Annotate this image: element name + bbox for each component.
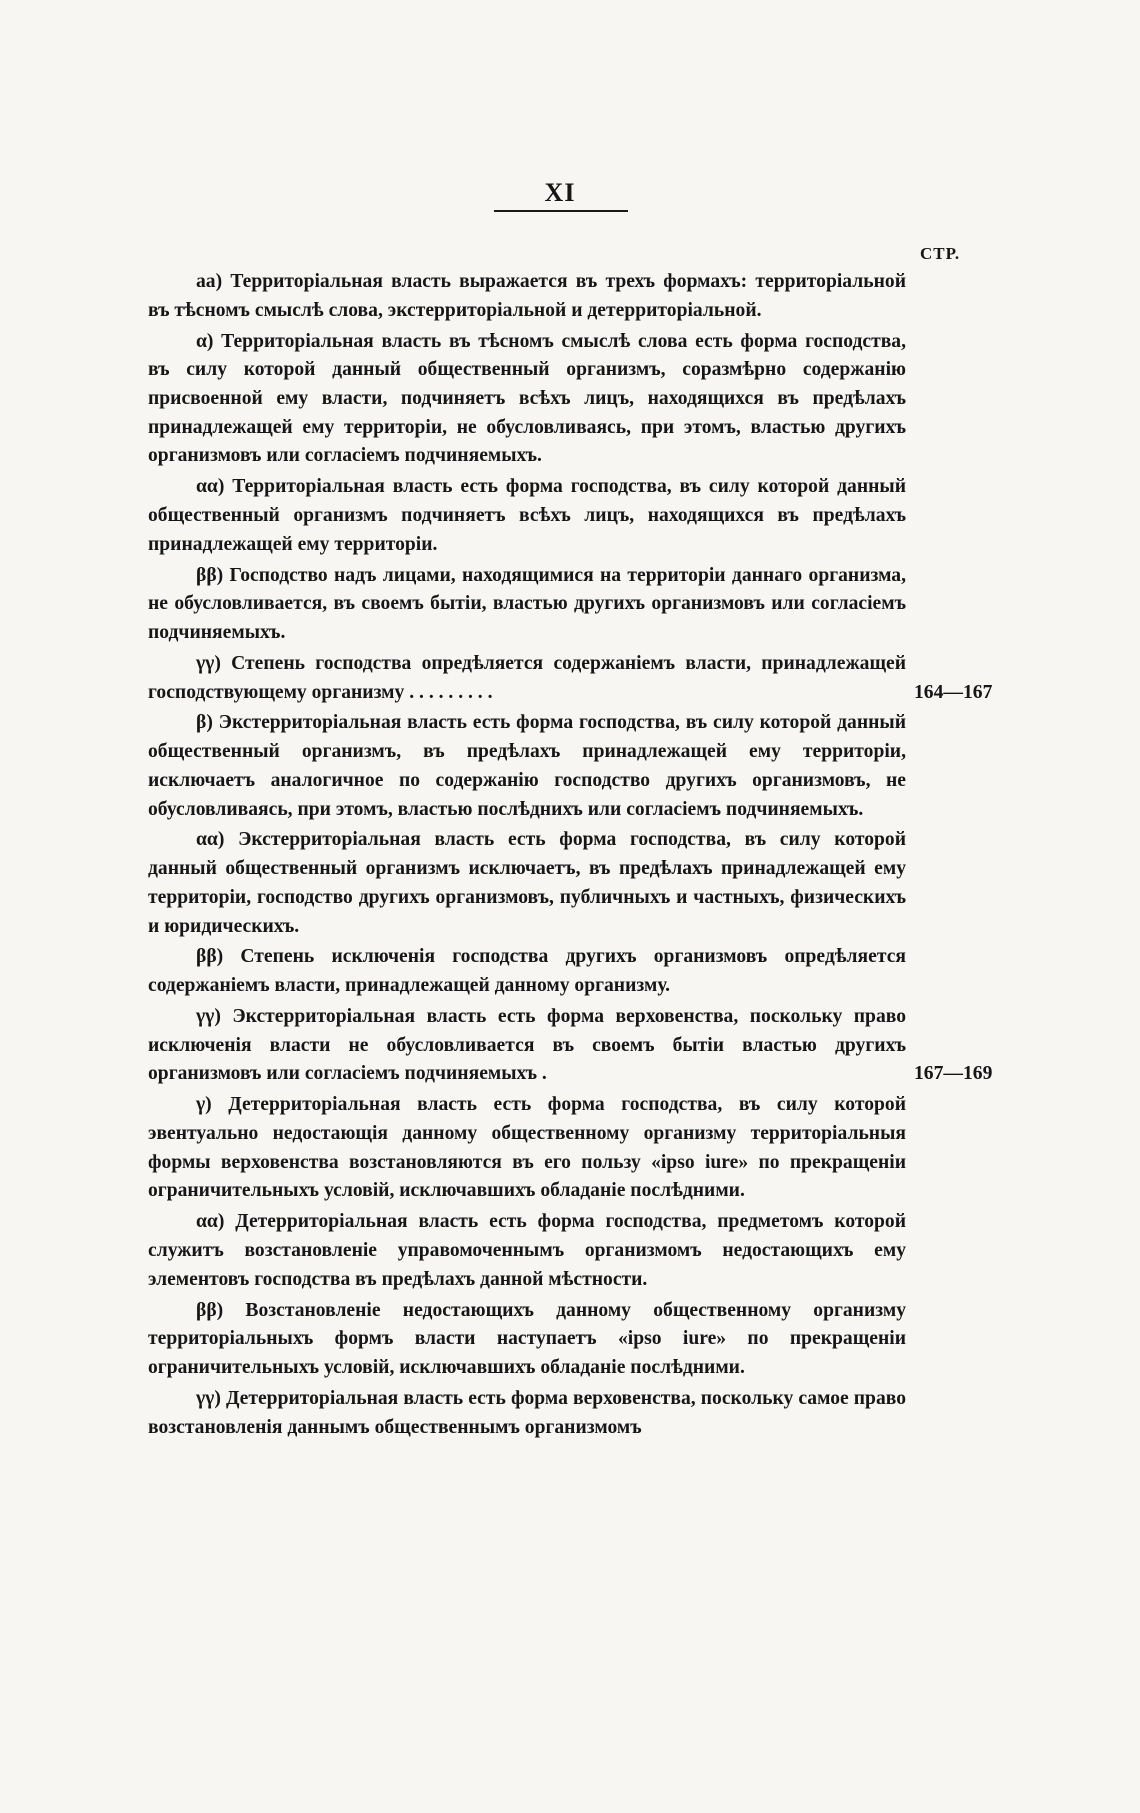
- paragraph-with-page-ref: [148, 650, 993, 707]
- paragraph: ββ) Возстановленіе недостающихъ данному общественному организму территоріальныхъ формъ власти наступаетъ «ipso iure» по прекращеніи ограничительныхъ условій, исключавшихъ обладаніе послѣдними.: [148, 1299, 906, 1379]
- page-reference: 167—169: [914, 1063, 993, 1085]
- paragraph: α) Территоріальная власть въ тѣсномъ смыслѣ слова есть форма господства, въ силу которой данный общественный организмъ, соразмѣрно содержанію присвоенной ему власти, подчиняетъ всѣхъ лицъ, находящихся въ предѣлахъ принадлежащей ему территоріи, не обусловливаясь, при этомъ, властью другихъ организмовъ или согласіемъ подчиняемыхъ.: [148, 330, 906, 467]
- page-reference: 164—167: [914, 681, 993, 703]
- paragraph: ββ) Господство надъ лицами, находящимися на территоріи даннаго организма, не обусловливается, въ своемъ бытіи, властью другихъ организмовъ или согласіемъ подчиняемыхъ.: [148, 564, 906, 643]
- page-column-header: СТР.: [920, 244, 961, 263]
- paragraph: γ) Детерриторіальная власть есть форма господства, въ силу которой эвентуально недостающія данному общественному организму территоріальныя формы верховенства возстановляются въ его пользу «ipso iure» по прекращеніи ограничительныхъ условій, исключавшихъ обладаніе послѣдними.: [148, 1094, 906, 1202]
- paragraph: β) Экстерриторіальная власть есть форма господства, въ силу которой данный общественный организмъ, въ предѣлахъ принадлежащей ему территоріи, исключаетъ аналогичное по содержанію господство другихъ организмовъ, не обусловливаясь, при этомъ, властью послѣднихъ или согласіемъ подчиняемыхъ.: [148, 712, 906, 820]
- paragraph: αα) Экстерриторіальная власть есть форма господства, въ силу которой данный общественный организмъ исключаетъ, въ предѣлахъ принадлежащей ему территоріи, господство другихъ организмовъ, публичныхъ и частныхъ, физическихъ и юридическихъ.: [148, 829, 906, 937]
- header-rule: [494, 210, 628, 212]
- paragraph: ββ) Степень исключенія господства другихъ организмовъ опредѣляется содержаніемъ власти, принадлежащей данному организму.: [148, 946, 906, 997]
- paragraph: αα) Территоріальная власть есть форма господства, въ силу которой данный общественный организмъ подчиняетъ всѣхъ лицъ, находящихся въ предѣлахъ принадлежащей ему территоріи.: [148, 476, 906, 555]
- paragraph: γγ) Детерриторіальная власть есть форма верховенства, поскольку самое право возстановленія даннымъ общественнымъ организмомъ: [148, 1387, 906, 1438]
- paragraph: аа) Территоріальная власть выражается въ трехъ формахъ: территоріальной въ тѣсномъ смыслѣ слова, экстерриторіальной и детерриторіальной.: [148, 271, 906, 321]
- paragraph: αα) Детерриторіальная власть есть форма господства, предметомъ которой служитъ возстановленіе управомоченнымъ организмомъ недостающихъ ему элементовъ господства въ предѣлахъ данной мѣстности.: [148, 1211, 906, 1290]
- paragraph-with-page-ref: [148, 1003, 993, 1089]
- paragraph-text: γγ) Экстерриторіальная власть есть форма верховенства, поскольку право исключенія власти не обусловливается въ своемъ бытіи властью другихъ организмовъ или согласіемъ подчиняемыхъ .: [148, 1006, 906, 1085]
- paragraph-text: γγ) Степень господства опредѣляется содержаніемъ власти, принадлежащей господствующему организму . . . . . . . . .: [148, 652, 906, 703]
- page-number: XI: [544, 178, 576, 207]
- body-text: [148, 268, 993, 1445]
